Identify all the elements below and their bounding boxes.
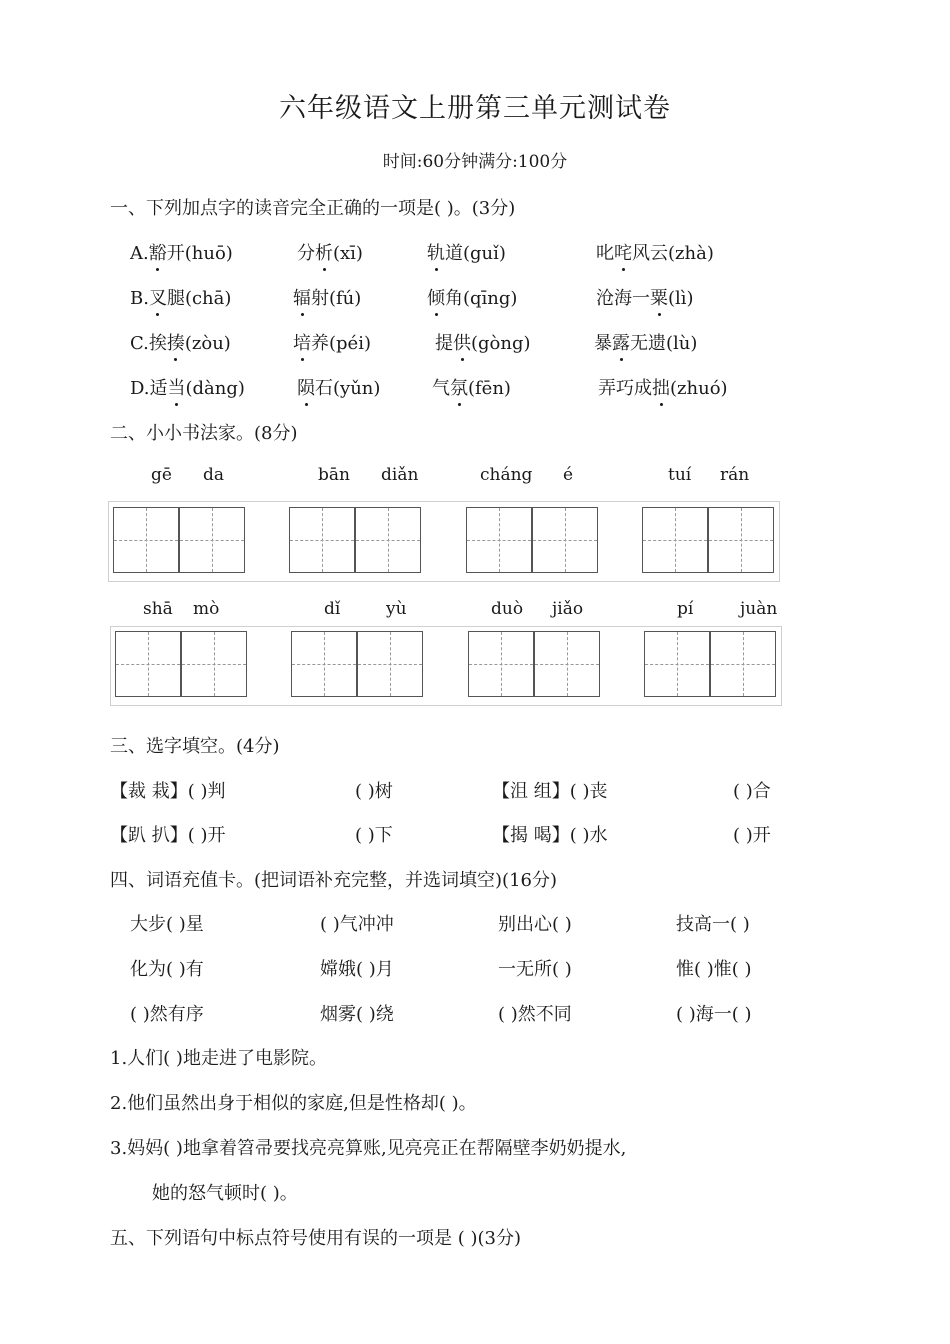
q1-option-b-3: 倾角(qīng)	[427, 284, 517, 310]
q1-option-a-1: A.豁开(huō)	[130, 239, 233, 265]
page-subtitle: 时间:60分钟满分:100分	[382, 152, 568, 172]
q4-item: 技高一( )	[676, 914, 750, 935]
q3-item: 【揭 喝】( )水	[492, 825, 608, 846]
q1-option-d-4: 弄巧成拙(zhuó)	[598, 374, 728, 400]
q4-item: 化为( )有	[130, 959, 204, 980]
q4-item: ( )然有序	[130, 1004, 204, 1025]
q4-item: ( )海一( )	[676, 1004, 752, 1025]
pinyin: é	[563, 465, 574, 485]
pinyin: diǎn	[381, 465, 419, 485]
writing-box[interactable]	[642, 507, 708, 573]
pinyin: juàn	[740, 599, 778, 619]
q4-item: 别出心( )	[498, 914, 572, 935]
q5-heading: 五、下列语句中标点符号使用有误的一项是 ( )(3分)	[110, 1228, 521, 1249]
q1-option-a-2: 分析(xī)	[297, 239, 363, 265]
pinyin: duò	[491, 599, 524, 619]
q4-sentence-2: 2.他们虽然出身于相似的家庭,但是性格却( )。	[110, 1093, 477, 1114]
q4-item: 嫦娥( )月	[320, 959, 394, 980]
writing-box[interactable]	[115, 631, 181, 697]
q1-option-d-2: 陨石(yǔn)	[297, 374, 380, 400]
q4-item: 烟雾( )绕	[320, 1004, 394, 1025]
writing-box[interactable]	[289, 507, 355, 573]
q4-sentence-3-cont: 她的怒气顿时( )。	[152, 1183, 298, 1204]
q1-option-c-4: 暴露无遗(lù)	[594, 329, 697, 355]
q4-sentence-1: 1.人们( )地走进了电影院。	[110, 1048, 327, 1069]
q1-option-c-3: 提供(gòng)	[435, 329, 531, 355]
pinyin: dǐ	[324, 599, 341, 619]
pinyin: da	[203, 465, 225, 485]
writing-box[interactable]	[181, 631, 247, 697]
q1-option-d-1: D.适当(dàng)	[130, 374, 245, 400]
q3-item: ( )下	[355, 825, 393, 846]
page-title: 六年级语文上册第三单元测试卷	[279, 93, 671, 124]
q3-item: ( )合	[733, 781, 771, 802]
pinyin: yù	[386, 599, 407, 619]
q1-option-b-1: B.叉腿(chā)	[130, 284, 231, 310]
pinyin: pí	[677, 599, 694, 619]
q4-heading: 四、词语充值卡。(把词语补充完整，并选词填空)(16分)	[110, 870, 557, 891]
q1-option-a-3: 轨道(guǐ)	[427, 239, 506, 265]
q4-sentence-3: 3.妈妈( )地拿着笤帚要找亮亮算账,见亮亮正在帮隔壁李奶奶提水,	[110, 1138, 627, 1159]
writing-box[interactable]	[291, 631, 357, 697]
q3-item: ( )树	[355, 781, 393, 802]
q1-option-b-4: 沧海一粟(lì)	[596, 284, 694, 310]
q1-option-a-4: 叱咤风云(zhà)	[596, 239, 714, 265]
pinyin: tuí	[668, 465, 692, 485]
q3-heading: 三、选字填空。(4分)	[110, 736, 280, 757]
q3-item: ( )开	[733, 825, 771, 846]
q1-heading: 一、下列加点字的读音完全正确的一项是( )。(3分)	[110, 198, 516, 219]
writing-box[interactable]	[710, 631, 776, 697]
q4-item: 一无所( )	[498, 959, 572, 980]
pinyin: mò	[193, 599, 220, 619]
writing-box[interactable]	[534, 631, 600, 697]
q1-option-d-3: 气氛(fēn)	[432, 374, 511, 400]
q3-item: 【趴 扒】( )开	[110, 825, 226, 846]
writing-box[interactable]	[466, 507, 532, 573]
pinyin: bān	[318, 465, 350, 485]
q3-item: 【裁 栽】( )判	[110, 781, 226, 802]
pinyin: shā	[143, 599, 173, 619]
writing-box[interactable]	[708, 507, 774, 573]
q4-item: 惟( )惟( )	[676, 959, 752, 980]
pinyin: cháng	[480, 465, 533, 485]
q2-heading: 二、小小书法家。(8分)	[110, 423, 298, 444]
pinyin: rán	[720, 465, 750, 485]
writing-box[interactable]	[644, 631, 710, 697]
q3-item: 【沮 组】( )丧	[492, 781, 608, 802]
writing-box[interactable]	[357, 631, 423, 697]
writing-box[interactable]	[355, 507, 421, 573]
q1-option-c-1: C.挨揍(zòu)	[130, 329, 231, 355]
q1-option-c-2: 培养(péi)	[293, 329, 371, 355]
writing-box[interactable]	[532, 507, 598, 573]
q4-item: ( )然不同	[498, 1004, 572, 1025]
q4-item: 大步( )星	[130, 914, 204, 935]
q1-option-b-2: 辐射(fú)	[293, 284, 361, 310]
pinyin: jiǎo	[552, 599, 584, 619]
pinyin: gē	[151, 465, 172, 485]
writing-box[interactable]	[113, 507, 179, 573]
writing-box[interactable]	[179, 507, 245, 573]
writing-box[interactable]	[468, 631, 534, 697]
q4-item: ( )气冲冲	[320, 914, 394, 935]
